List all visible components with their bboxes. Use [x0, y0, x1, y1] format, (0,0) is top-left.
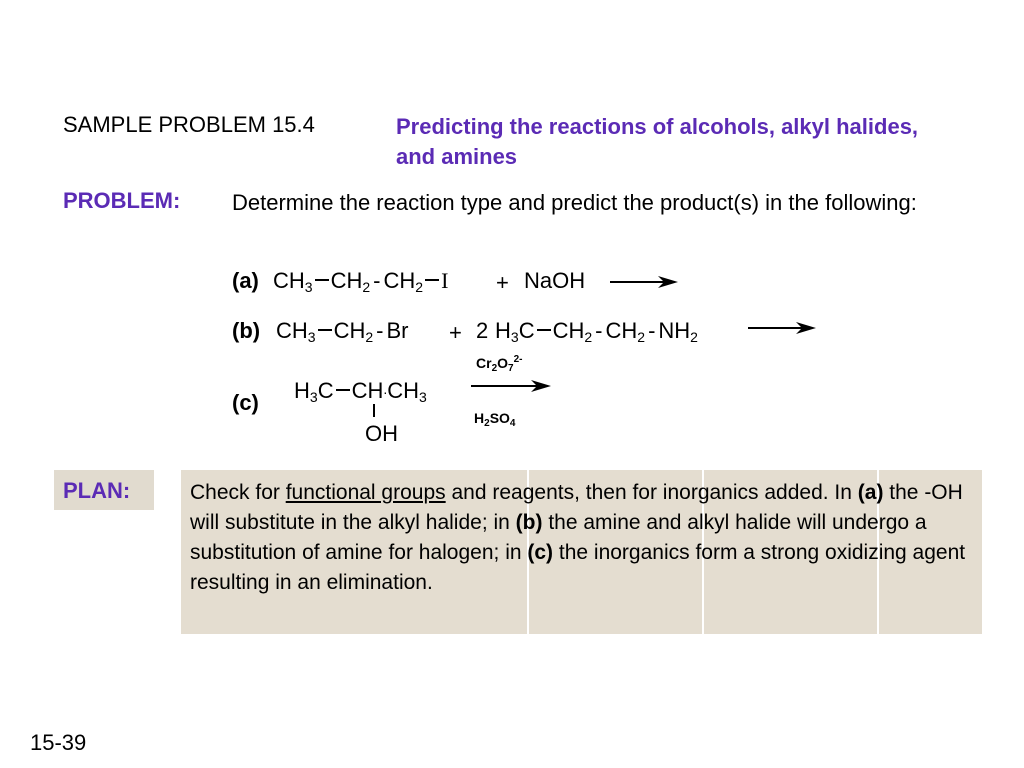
- sample-problem-title: Predicting the reactions of alcohols, alkyl halides, and amines: [396, 114, 919, 169]
- reaction-b-reactant: $CH_3$ $CH_2$ - Br: [276, 318, 409, 345]
- plan-text-3: the -OH will substitute in the alkyl halide; in: [190, 481, 963, 534]
- reaction-b-label: (b): [232, 318, 261, 343]
- reaction-c-arrow: [471, 378, 553, 394]
- plan-text-underlined: functional groups: [285, 481, 446, 504]
- page-number: 15-39: [30, 730, 87, 755]
- plan-text-1: Check for: [190, 481, 286, 504]
- reaction-c-oh-bond: [373, 404, 375, 417]
- reaction-a-arrow: [610, 274, 680, 290]
- reaction-b-arrow: [748, 320, 818, 336]
- reaction-a-reactant: $CH_3$ $CH_2 - CH_2$ I: [273, 268, 449, 295]
- reaction-c-reagent-bottom: $H_2SO_4$: [474, 410, 516, 429]
- reaction-b-plus: +: [449, 320, 462, 345]
- sample-problem-label: SAMPLE PROBLEM 15.4: [63, 112, 315, 137]
- problem-text: Determine the reaction type and predict the product(s) in the following:: [232, 190, 917, 215]
- reaction-c-oh: OH: [365, 421, 398, 446]
- problem-label: PROBLEM:: [63, 188, 181, 213]
- reaction-a-label: (a): [232, 268, 259, 293]
- reaction-a-plus: +: [496, 270, 509, 295]
- reaction-a-reagent: NaOH: [524, 268, 586, 293]
- reaction-b-coefficient: 2: [476, 318, 489, 343]
- reaction-b-amine: $H_3C$ $CH_2 - CH_2 - NH_2$: [495, 318, 698, 345]
- plan-b-ref: (b): [515, 511, 543, 534]
- reaction-c-label: (c): [232, 390, 259, 415]
- plan-text-5: the inorganics form a strong oxidizing agent resulting in an elimination.: [190, 541, 966, 594]
- reaction-c-reagent-top: $Cr_2O_7^{2-}$: [476, 354, 523, 374]
- plan-c-ref: (c): [527, 541, 554, 564]
- reaction-c-reactant: $H_3C$ $CH.CH_3$: [294, 378, 427, 405]
- plan-label: PLAN:: [63, 478, 131, 503]
- plan-text-4: the amine and alkyl halide will undergo a substitution of amine for halogen; in: [190, 511, 927, 564]
- plan-text-2: and reagents, then for inorganics added. In: [445, 481, 858, 504]
- plan-a-ref: (a): [857, 481, 884, 504]
- plan-text: [190, 478, 980, 598]
